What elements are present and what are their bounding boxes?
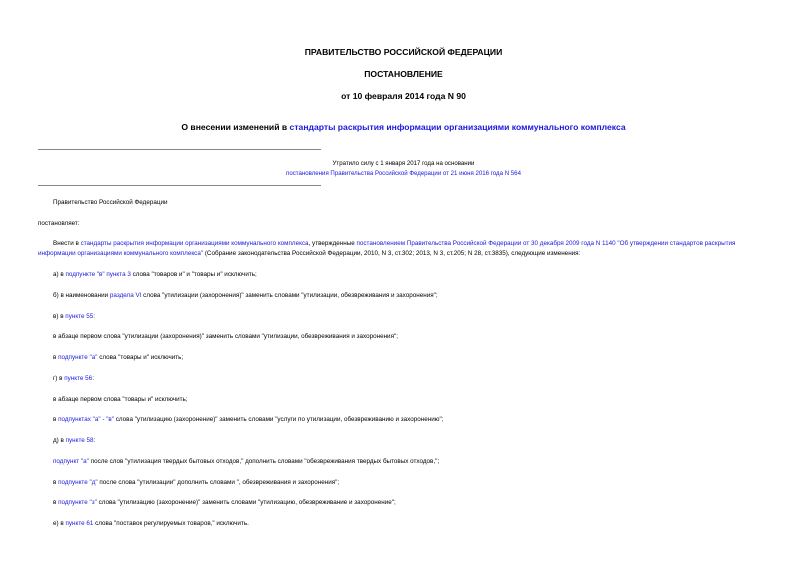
item-e xyxy=(53,520,249,527)
item-d3-text-2: слова "утилизацию (захоронение)" заменить словами "утилизацию, обезвреживание и захоронение"; xyxy=(96,499,396,506)
intro-link-standards[interactable]: стандарты раскрытия информации организациями коммунального комплекса xyxy=(80,240,309,247)
item-a-text-1: а) в xyxy=(53,271,66,278)
item-g-text-2: : xyxy=(92,375,94,382)
title-prefix: О внесении изменений в xyxy=(181,122,290,132)
item-e-link[interactable]: пункте 61 xyxy=(65,520,94,527)
item-e-text-2: слова "поставок регулируемых товаров," исключить. xyxy=(93,520,249,527)
document-type: ПОСТАНОВЛЕНИЕ xyxy=(364,69,443,79)
item-a xyxy=(53,271,257,278)
item-d-3 xyxy=(53,499,396,506)
intro-text-3: (Собрание законодательства Российской Федерации, 2010, N 3, ст.302; 2013, N 3, ст.205; N 28, ст.3835), следующие изменения: xyxy=(203,249,581,257)
item-d1-text-2: после слов "утилизация твердых бытовых отходов," дополнить словами "обезвреживания твердых бытовых отходов,"; xyxy=(88,458,440,465)
item-d3-text-1: в xyxy=(53,499,59,506)
status-note: Утратило силу с 1 января 2017 года на основании xyxy=(332,160,475,167)
item-g2-text-2: слова "утилизацию (захоронение)" заменить словами "услуги по утилизации, обезвреживанию и захоронению"; xyxy=(114,416,444,423)
government-heading: ПРАВИТЕЛЬСТВО РОССИЙСКОЙ ФЕДЕРАЦИИ xyxy=(304,47,503,57)
item-d2-link[interactable]: подпункте "д" xyxy=(58,479,98,486)
item-b-text-2: слова "утилизации (захоронения)" заменить словами "утилизации, обезвреживания и захоронения"; xyxy=(141,292,438,299)
decrees-paragraph: постановляет: xyxy=(38,220,80,227)
item-g-text-1: г) в xyxy=(53,375,65,382)
item-v-text-1: в) в xyxy=(53,313,66,320)
item-d2-text-2: после слова "утилизации" дополнить словами ", обезвреживания и захоронения"; xyxy=(97,479,340,486)
document-date-number: от 10 февраля 2014 года N 90 xyxy=(341,91,466,101)
item-d3-link[interactable]: подпункте "з" xyxy=(58,499,97,506)
item-g-2 xyxy=(53,416,443,423)
item-a-text-2: слова "товаров и" и "товары и" исключить; xyxy=(130,271,257,278)
item-d-text-2: : xyxy=(93,437,96,444)
item-g-1: в абзаце первом слова "товары и" исключить; xyxy=(53,396,188,403)
item-v-link[interactable]: пункте 55 xyxy=(65,313,94,320)
intro-link-resolution[interactable]: постановлением Правительства Российской Федерации от 30 декабря 2009 года N 1140 "Об утверждении стандартов раскрытия информации организациями коммунального комплекса" xyxy=(38,240,736,257)
item-d-1 xyxy=(53,458,439,465)
document-title xyxy=(0,122,807,132)
divider-bottom xyxy=(38,185,321,186)
item-v2-text-2: слова "товары и" исключить; xyxy=(97,354,184,361)
intro-paragraph xyxy=(38,239,773,258)
item-g2-link[interactable]: подпунктах "а" - "в" xyxy=(58,416,115,423)
gov-paragraph: Правительство Российской Федерации xyxy=(53,199,168,206)
item-b-text-1: б) в наименовании xyxy=(53,292,110,299)
item-e-text-1: е) в xyxy=(53,520,66,527)
item-d-link[interactable]: пункте 58 xyxy=(65,437,94,444)
item-v xyxy=(53,313,95,320)
item-g2-text-1: в xyxy=(53,416,59,423)
status-link[interactable]: постановления Правительства Российской Федерации от 21 июня 2016 года N 564 xyxy=(286,170,521,177)
item-d xyxy=(53,437,95,444)
intro-text-2: , утвержденные xyxy=(308,240,357,247)
item-v2-link[interactable]: подпункте "а" xyxy=(58,354,98,361)
item-v-1: в абзаце первом слова "утилизации (захоронения)" заменить словами "утилизации, обезвреживания и захоронения"; xyxy=(53,333,398,340)
item-b-link[interactable]: раздела VI xyxy=(109,292,142,299)
title-link[interactable]: стандарты раскрытия информации организациями коммунального комплекса xyxy=(289,122,626,132)
item-g-link[interactable]: пункте 56 xyxy=(64,375,93,382)
item-d2-text-1: в xyxy=(53,479,59,486)
item-v2-text-1: в xyxy=(53,354,59,361)
item-d-2 xyxy=(53,479,339,486)
item-a-link[interactable]: подпункте "в" пункта 3 xyxy=(65,271,131,278)
item-d-text-1: д) в xyxy=(53,437,66,444)
divider-top xyxy=(38,149,321,150)
item-d1-link[interactable]: подпункт "а" xyxy=(53,458,89,465)
item-b xyxy=(53,292,438,299)
item-g xyxy=(53,375,94,382)
item-v-2 xyxy=(53,354,183,361)
item-v-text-2: : xyxy=(93,313,95,320)
intro-text-1: Внести в xyxy=(53,240,81,247)
